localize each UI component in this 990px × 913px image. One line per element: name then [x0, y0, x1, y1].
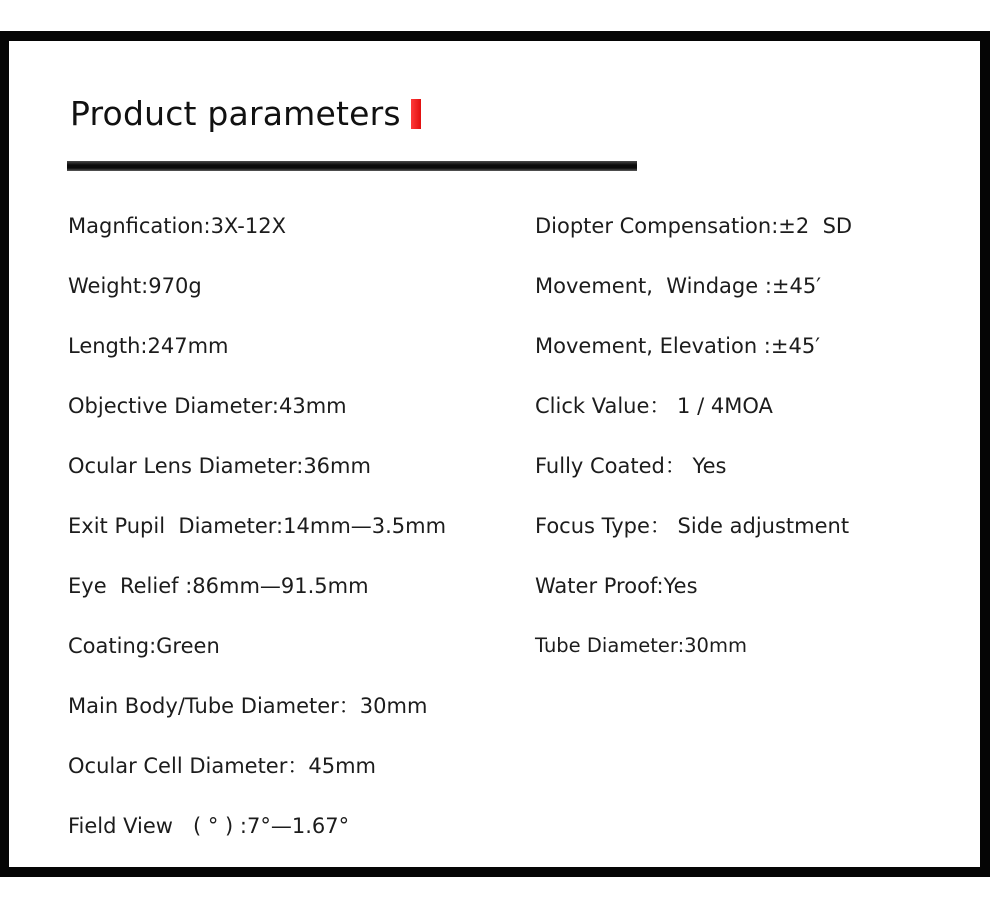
title-row: [70, 96, 421, 132]
param-exit-pupil-diameter: Exit Pupil Diameter:14mm—3.5mm: [68, 514, 447, 538]
param-tube-diameter: Tube Diameter:30mm: [535, 634, 747, 657]
param-weight: Weight:970g: [68, 274, 202, 298]
param-click-value: Click Value： 1 / 4MOA: [535, 394, 773, 418]
param-diopter-compensation: Diopter Compensation:±2 SD: [535, 214, 853, 238]
param-fully-coated: Fully Coated： Yes: [535, 454, 727, 478]
title-accent-bar: [411, 99, 421, 129]
param-focus-type: Focus Type： Side adjustment: [535, 514, 850, 538]
page-title: Product parameters: [70, 94, 401, 133]
param-ocular-cell-diameter: Ocular Cell Diameter：45mm: [68, 754, 376, 778]
param-length: Length:247mm: [68, 334, 229, 358]
param-movement-windage: Movement, Windage :±45′: [535, 274, 821, 298]
param-field-view: Field View ( ° ) :7°—1.67°: [68, 814, 350, 838]
title-underline-divider: [67, 161, 637, 171]
parameter-list-right: [535, 206, 965, 686]
param-eye-relief: Eye Relief :86mm—91.5mm: [68, 574, 369, 598]
param-coating: Coating:Green: [68, 634, 220, 658]
param-objective-diameter: Objective Diameter:43mm: [68, 394, 347, 418]
parameter-list-left: [68, 206, 508, 866]
param-magnification: Magnfication:3X-12X: [68, 214, 286, 238]
param-water-proof: Water Proof:Yes: [535, 574, 698, 598]
param-ocular-lens-diameter: Ocular Lens Diameter:36mm: [68, 454, 371, 478]
param-movement-elevation: Movement, Elevation :±45′: [535, 334, 820, 358]
param-main-body-tube-diameter: Main Body/Tube Diameter：30mm: [68, 694, 428, 718]
